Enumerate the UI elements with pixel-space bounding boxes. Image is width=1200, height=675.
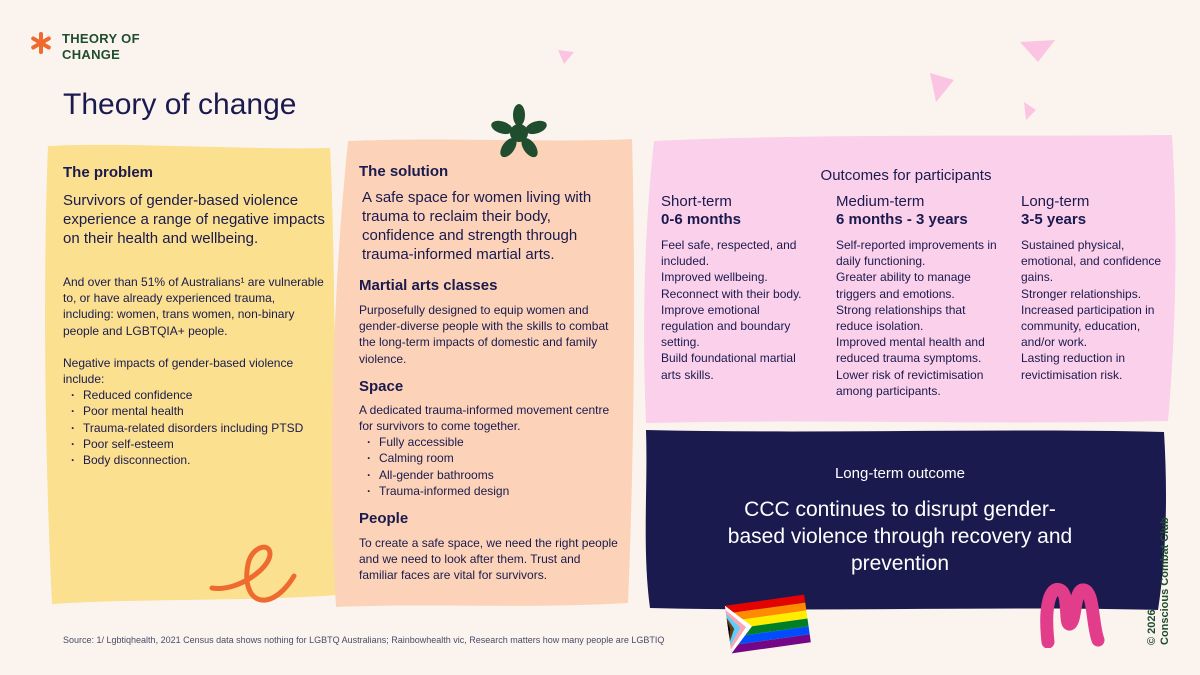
pride-flag-icon (722, 592, 814, 658)
side-credit (1146, 517, 1172, 645)
problem-heading: The problem (63, 164, 154, 181)
decorative-triangles (550, 40, 1070, 130)
outcome-text: Sustained physical, emotional, and confidence gains. Stronger relationships. Increased participation in community, education, and/or work. Lasting reduction in revictimisation risk. (1021, 238, 1162, 382)
outcome-term: Long-term (1021, 193, 1090, 210)
outcome-period: 6 months - 3 years (836, 211, 968, 228)
space-heading: Space (359, 377, 404, 395)
martial-heading: Martial arts classes (359, 277, 498, 294)
brand-name: THEORY OF CHANGE (62, 31, 140, 62)
outcome-period: 0-6 months (661, 211, 742, 228)
space-text: A dedicated trauma-informed movement centre for survivors to come together. (359, 402, 610, 434)
list-item: · Calming room (367, 450, 620, 466)
problem-bullets (71, 387, 326, 468)
long-term-text: CCC continues to disrupt gender-based violence through recovery and prevention (727, 498, 1073, 575)
solution-heading: The solution (359, 163, 449, 180)
star-icon (488, 104, 550, 162)
outcome-period: 3-5 years (1021, 211, 1087, 228)
list-item: · Trauma-related disorders including PTSD (71, 420, 326, 436)
list-item: · Reduced confidence (71, 387, 326, 403)
solution-lead: A safe space for women living with trauma to reclaim their body, confidence and strength through trauma-informed martial arts. (362, 189, 592, 263)
squiggle-decoration (1040, 566, 1106, 648)
outcome-column-short (661, 193, 811, 383)
outcome-text: Feel safe, respected, and included. Improved wellbeing. Reconnect with their body. Improve emotional regulation and boundary setting. Build foundational martial arts skills. (661, 238, 802, 382)
list-item: · All-gender bathrooms (367, 467, 620, 483)
long-term-label: Long-term outcome (834, 465, 966, 482)
outcomes-title: Outcomes for participants (820, 167, 992, 184)
problem-para2: Negative impacts of gender-based violence include: (63, 355, 294, 387)
organization-name: Conscious Combat Club (1159, 517, 1171, 645)
space-bullets (367, 434, 620, 499)
list-item: · Poor self-esteem (71, 436, 326, 452)
problem-card (38, 140, 340, 608)
source-note: Source: 1/ Lgbtiqhealth, 2021 Census data shows nothing for LGBTQ Australians; Rainbowhealth vic, Research matters how many people are LGBTIQ (63, 635, 665, 645)
squiggle-decoration (208, 540, 298, 610)
brand-logo (28, 31, 162, 63)
problem-lead: Survivors of gender-based violence experience a range of negative impacts on their health and wellbeing. (63, 192, 325, 247)
outcomes-card (640, 131, 1181, 425)
problem-para1: And over than 51% of Australians¹ are vulnerable to, or have already experienced trauma, including: women, trans women, non-binary people and LGBTQIA+ people. (63, 275, 324, 338)
outcome-term: Medium-term (836, 193, 925, 210)
outcome-term: Short-term (661, 193, 732, 210)
asterisk-icon (28, 31, 54, 55)
outcome-column-long (1021, 193, 1173, 383)
list-item: · Poor mental health (71, 403, 326, 419)
copyright-year: © 2026 (1146, 609, 1158, 645)
outcome-column-medium (836, 193, 1004, 399)
people-text: To create a safe space, we need the right people and we need to look after them. Trust and familiar faces are vital for survivors. (359, 536, 618, 583)
martial-text: Purposefully designed to equip women and gender-diverse people with the skills to combat the long-term impacts of domestic and family violence. (359, 303, 609, 366)
people-heading: People (359, 510, 409, 528)
list-item: · Fully accessible (367, 434, 620, 450)
outcome-text: Self-reported improvements in daily functioning. Greater ability to manage triggers and emotions. Strong relationships that reduce isolation. Improved mental health and reduced trauma symptoms. Lower risk of revictimisation among participants. (836, 238, 997, 398)
list-item: · Body disconnection. (71, 452, 326, 468)
solution-card (322, 137, 638, 610)
page-title: Theory of change (63, 88, 297, 121)
list-item: · Trauma-informed design (367, 483, 620, 499)
